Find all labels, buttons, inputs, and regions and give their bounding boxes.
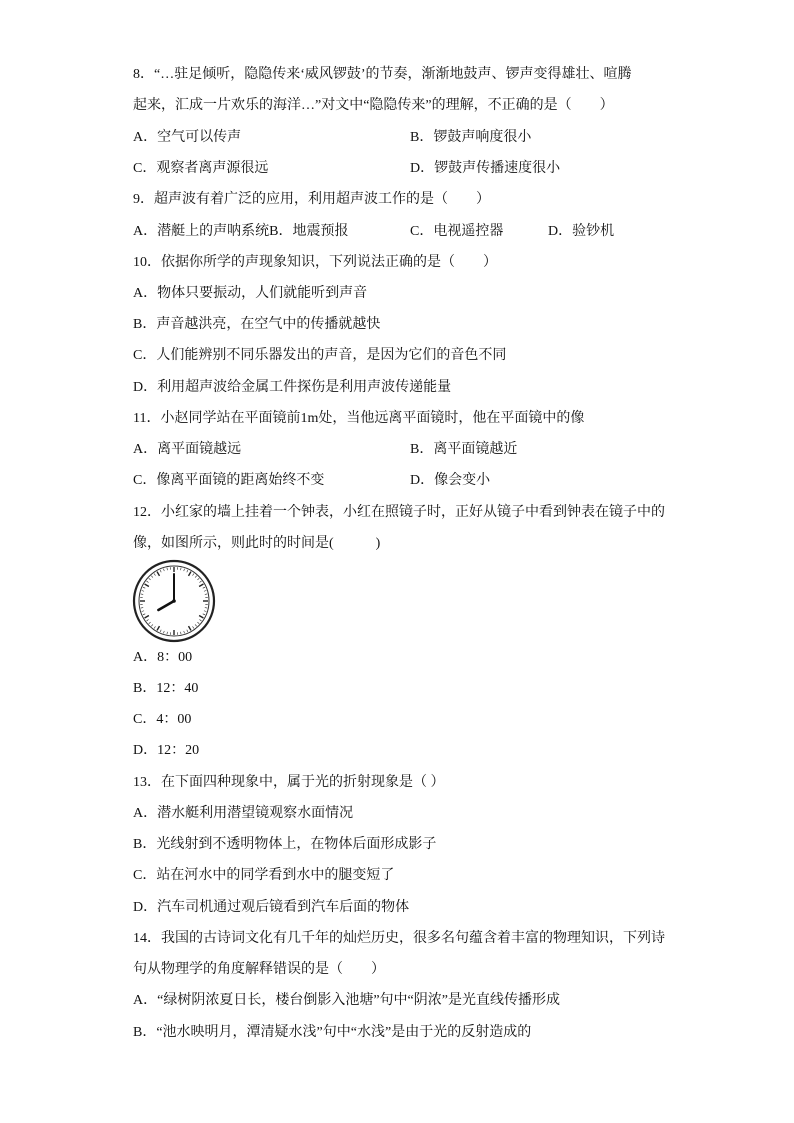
question-9-option-b: B．地震预报 xyxy=(269,224,349,239)
question-14-stem-line-2: 句从物理学的角度解释错误的是（ ） xyxy=(133,962,385,977)
clock-center-pin xyxy=(172,599,176,603)
question-12-option-c: C．4：00 xyxy=(133,712,192,727)
question-10-stem: 10．依据你所学的声现象知识，下列说法正确的是（ ） xyxy=(133,255,497,270)
question-9-option-d: D．验钞机 xyxy=(548,224,615,239)
question-11-option-d: D．像会变小 xyxy=(410,473,491,488)
question-9-stem: 9．超声波有着广泛的应用，利用超声波工作的是（ ） xyxy=(133,192,490,207)
question-8-option-b: B．锣鼓声响度很小 xyxy=(410,130,532,145)
question-14-stem-line-1: 14．我国的古诗词文化有几千年的灿烂历史，很多名句蕴含着丰富的物理知识，下列诗 xyxy=(133,931,665,946)
question-9-option-a: A．潜艇上的声呐系统 xyxy=(133,224,270,239)
question-13-stem: 13．在下面四种现象中，属于光的折射现象是（ ） xyxy=(133,775,445,790)
question-8-option-c: C．观察者离声源很远 xyxy=(133,161,269,176)
question-14-option-a: A．“绿树阴浓夏日长，楼台倒影入池塘”句中“阴浓”是光直线传播形成 xyxy=(133,993,560,1008)
question-11-option-c: C．像离平面镜的距离始终不变 xyxy=(133,473,325,488)
question-11-stem: 11．小赵同学站在平面镜前1m处，当他远离平面镜时，他在平面镜中的像 xyxy=(133,411,585,426)
clock-figure xyxy=(132,559,216,643)
question-8-option-d: D．锣鼓声传播速度很小 xyxy=(410,161,561,176)
question-8-option-a: A．空气可以传声 xyxy=(133,130,242,145)
question-12-stem-line-1: 12．小红家的墙上挂着一个钟表，小红在照镜子时，正好从镜子中看到钟表在镜子中的 xyxy=(133,505,665,520)
question-10-option-a: A．物体只要振动，人们就能听到声音 xyxy=(133,286,368,301)
question-9-option-c: C．电视遥控器 xyxy=(410,224,504,239)
question-12-option-a: A．8：00 xyxy=(133,650,193,665)
question-11-option-b: B．离平面镜越近 xyxy=(410,442,518,457)
question-12-option-d: D．12：20 xyxy=(133,743,200,758)
question-11-option-a: A．离平面镜越远 xyxy=(133,442,242,457)
question-14-option-b: B．“池水映明月，潭清疑水浅”句中“水浅”是由于光的反射造成的 xyxy=(133,1025,532,1040)
question-10-option-c: C．人们能辨别不同乐器发出的声音，是因为它们的音色不同 xyxy=(133,348,507,363)
question-13-option-a: A．潜水艇利用潜望镜观察水面情况 xyxy=(133,806,354,821)
question-12-stem-line-2: 像，如图所示，则此时的时间是( ) xyxy=(133,536,381,551)
question-12-option-b: B．12：40 xyxy=(133,681,199,696)
question-9-options-ab xyxy=(133,222,348,242)
question-13-option-c: C．站在河水中的同学看到水中的腿变短了 xyxy=(133,868,395,883)
question-13-option-d: D．汽车司机通过观后镜看到汽车后面的物体 xyxy=(133,900,410,915)
question-8-stem-line-1: 8．“…驻足倾听，隐隐传来‘威风锣鼓’的节奏，渐渐地鼓声、锣声变得雄壮、喧腾 xyxy=(133,67,632,82)
question-8-stem-line-2: 起来，汇成一片欢乐的海洋…”对文中“隐隐传来”的理解，不正确的是（ ） xyxy=(133,98,614,113)
question-13-option-b: B．光线射到不透明物体上，在物体后面形成影子 xyxy=(133,837,437,852)
question-10-option-d: D．利用超声波给金属工件探伤是利用声波传递能量 xyxy=(133,380,452,395)
question-10-option-b: B．声音越洪亮，在空气中的传播就越快 xyxy=(133,317,381,332)
